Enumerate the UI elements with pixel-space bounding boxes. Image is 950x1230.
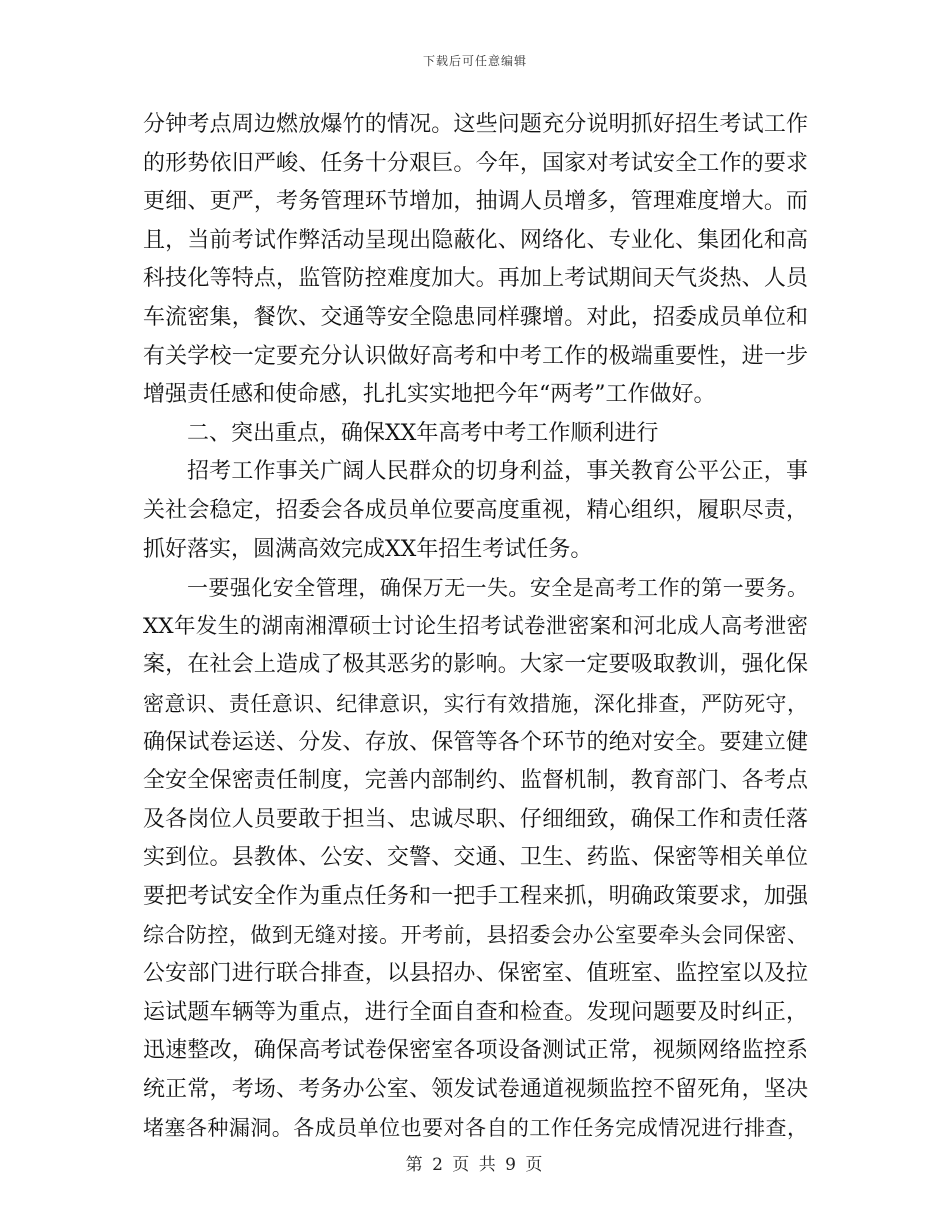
text-line: 抓好落实，圆满高效完成XX年招生考试任务。 <box>143 536 593 562</box>
text-line: 要把考试安全作为重点任务和一把手工程来抓，明确政策要求，加强 <box>143 883 808 909</box>
text-line: 且，当前考试作弊活动呈现出隐蔽化、网络化、专业化、集团化和高 <box>143 227 808 253</box>
text-line: 实到位。县教体、公安、交警、交通、卫生、药监、保密等相关单位 <box>143 845 808 871</box>
text-line: 确保试卷运送、分发、存放、保管等各个环节的绝对安全。要建立健 <box>143 729 808 755</box>
text-line: 分钟考点周边燃放爆竹的情况。这些问题充分说明抓好招生考试工作 <box>143 112 808 137</box>
text-line: 关社会稳定，招委会各成员单位要高度重视，精心组织，履职尽责， <box>143 497 808 523</box>
page-header: 下载后可任意编辑 <box>422 54 527 68</box>
body-text <box>143 106 808 1148</box>
text-line: 运试题车辆等为重点，进行全面自查和检查。发现问题要及时纠正， <box>143 999 808 1025</box>
text-line: 车流密集，餐饮、交通等安全隐患同样骤增。对此，招委成员单位和 <box>143 304 808 330</box>
text-line: 统正常，考场、考务办公室、领发试卷通道视频监控不留死角，坚决 <box>143 1076 808 1102</box>
text-line: 案，在社会上造成了极其恶劣的影响。大家一定要吸取教训，强化保 <box>143 652 808 678</box>
text-line: 招考工作事关广阔人民群众的切身利益，事关教育公平公正，事 <box>187 459 808 485</box>
text-line: XX年发生的湖南湘潭硕士讨论生招考试卷泄密案和河北成人高考泄密 <box>143 613 808 639</box>
text-line: 公安部门进行联合排查，以县招办、保密室、值班室、监控室以及拉 <box>143 961 808 987</box>
section-heading: 二、突出重点，确保XX年高考中考工作顺利进行 <box>187 420 659 446</box>
text-line: 科技化等特点，监管防控难度加大。再加上考试期间天气炎热、人员 <box>143 266 808 292</box>
text-line: 堵塞各种漏洞。各成员单位也要对各自的工作任务完成情况进行排查， <box>143 1116 808 1141</box>
page-footer: 第 2 页 共 9 页 <box>405 1155 545 1175</box>
text-line: 全安全保密责任制度，完善内部制约、监督机制，教育部门、各考点 <box>143 768 808 794</box>
text-line: 密意识、责任意识、纪律意识，实行有效措施，深化排查，严防死守， <box>143 691 808 716</box>
text-line: 更细、更严，考务管理环节增加，抽调人员增多，管理难度增大。而 <box>143 189 808 215</box>
text-line: 有关学校一定要充分认识做好高考和中考工作的极端重要性，进一步 <box>143 343 808 369</box>
text-line: 一要强化安全管理，确保万无一失。安全是高考工作的第一要务。 <box>187 576 808 601</box>
text-line: 的形势依旧严峻、任务十分艰巨。今年，国家对考试安全工作的要求 <box>143 150 808 176</box>
text-line: 增强责任感和使命感，扎扎实实地把今年“两考”工作做好。 <box>143 382 716 408</box>
text-line: 迅速整改，确保高考试卷保密室各项设备测试正常，视频网络监控系 <box>143 1038 808 1064</box>
text-line: 综合防控，做到无缝对接。开考前，县招委会办公室要牵头会同保密、 <box>143 923 808 948</box>
text-line: 及各岗位人员要敢于担当、忠诚尽职、仔细细致，确保工作和责任落 <box>143 806 808 832</box>
